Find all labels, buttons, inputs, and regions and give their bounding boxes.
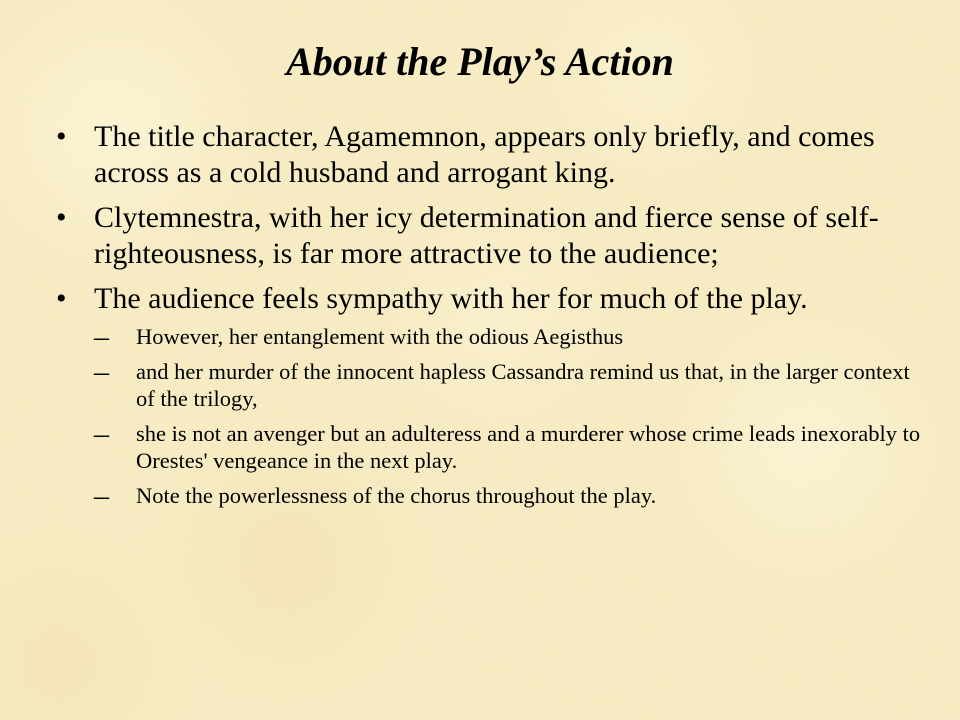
sub-bullet-text: and her murder of the innocent hapless Cassandra remind us that, in the larger context of the trilogy, [136,359,910,411]
bullet-text: Clytemnestra, with her icy determination and fierce sense of self-righteousness, is far more attractive to the audience; [94,201,879,270]
bullet-item [54,281,934,512]
sub-bullet-item [94,417,934,474]
bullet-text: The audience feels sympathy with her for much of the play. [94,282,808,315]
sub-bullet-list [94,320,934,512]
sub-bullet-marker: – [94,479,109,512]
bullet-marker: • [56,282,67,315]
sub-bullet-item [94,479,934,512]
sub-bullet-item [94,355,934,412]
bullet-marker: • [56,201,67,234]
bullet-text: The title character, Agamemnon, appears only briefly, and comes across as a cold husband and arrogant king. [94,120,875,189]
sub-bullet-marker: – [94,320,109,353]
sub-bullet-marker: – [94,417,109,450]
sub-bullet-item [94,320,934,353]
bullet-list [54,119,934,518]
bullet-item [54,200,934,272]
bullet-item [54,119,934,191]
bullet-marker: • [56,120,67,153]
sub-bullet-text: However, her entanglement with the odious Aegisthus [136,324,624,349]
slide-title: About the Play’s Action [286,39,674,84]
sub-bullet-text: Note the powerlessness of the chorus throughout the play. [136,483,657,508]
sub-bullet-marker: – [94,355,109,388]
sub-bullet-text: she is not an avenger but an adulteress and a murderer whose crime leads inexorably to Orestes' vengeance in the next play. [136,421,921,473]
